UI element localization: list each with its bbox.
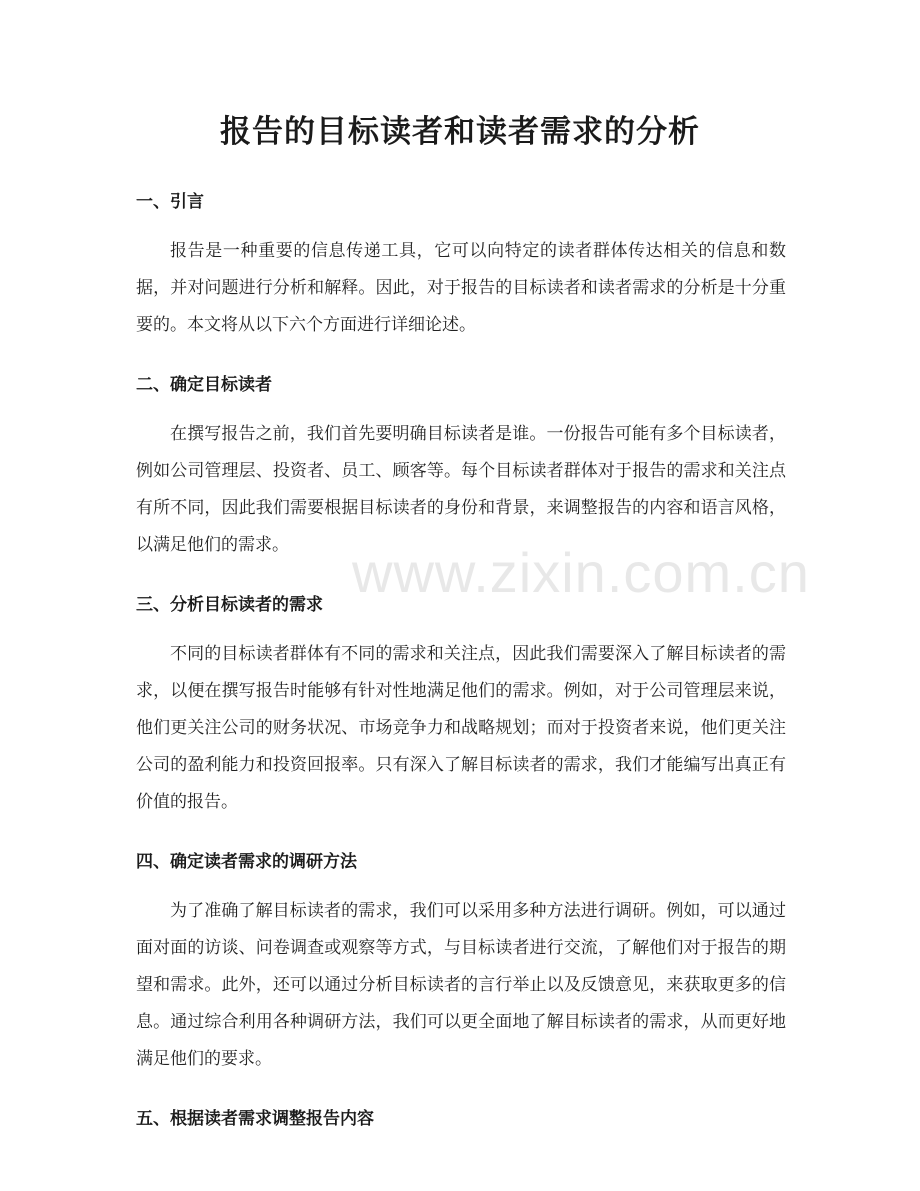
section-target-readers [136,367,786,564]
section-paragraph: 为了准确了解目标读者的需求，我们可以采用多种方法进行调研。例如，可以通过面对面的访谈、问卷调查或观察等方式，与目标读者进行交流，了解他们对于报告的期望和需求。此外，还可以通过分析目标读者的言行举止以及反馈意见，来获取更多的信息。通过综合利用各种调研方法，我们可以更全面地了解目标读者的需求，从而更好地满足他们的要求。 [136,901,786,1069]
section-paragraph: 报告是一种重要的信息传递工具，它可以向特定的读者群体传达相关的信息和数据，并对问题进行分析和解释。因此，对于报告的目标读者和读者需求的分析是十分重要的。本文将从以下六个方面进行详细论述。 [136,241,786,335]
section-research-methods [136,844,786,1078]
section-heading: 四、确定读者需求的调研方法 [136,852,357,872]
section-heading: 三、分析目标读者的需求 [136,595,323,615]
section-reader-needs [136,587,786,821]
section-introduction [136,184,786,344]
section-heading: 一、引言 [136,192,204,212]
section-paragraph: 在撰写报告之前，我们首先要明确目标读者是谁。一份报告可能有多个目标读者，例如公司管理层、投资者、员工、顾客等。每个目标读者群体对于报告的需求和关注点有所不同，因此我们需要根据目标读者的身份和背景，来调整报告的内容和语言风格，以满足他们的需求。 [136,424,786,555]
section-adjust-content [136,1101,786,1137]
document-title: 报告的目标读者和读者需求的分析 [220,114,700,150]
section-heading: 五、根据读者需求调整报告内容 [136,1109,374,1129]
watermark: www.zixin.com.cn [352,541,810,604]
section-paragraph: 不同的目标读者群体有不同的需求和关注点，因此我们需要深入了解目标读者的需求，以便在撰写报告时能够有针对性地满足他们的需求。例如，对于公司管理层来说，他们更关注公司的财务状况、市场竞争力和战略规划；而对于投资者来说，他们更关注公司的盈利能力和投资回报率。只有深入了解目标读者的需求，我们才能编写出真正有价值的报告。 [136,644,786,812]
section-heading: 二、确定目标读者 [136,375,272,395]
document-body [136,184,786,1147]
